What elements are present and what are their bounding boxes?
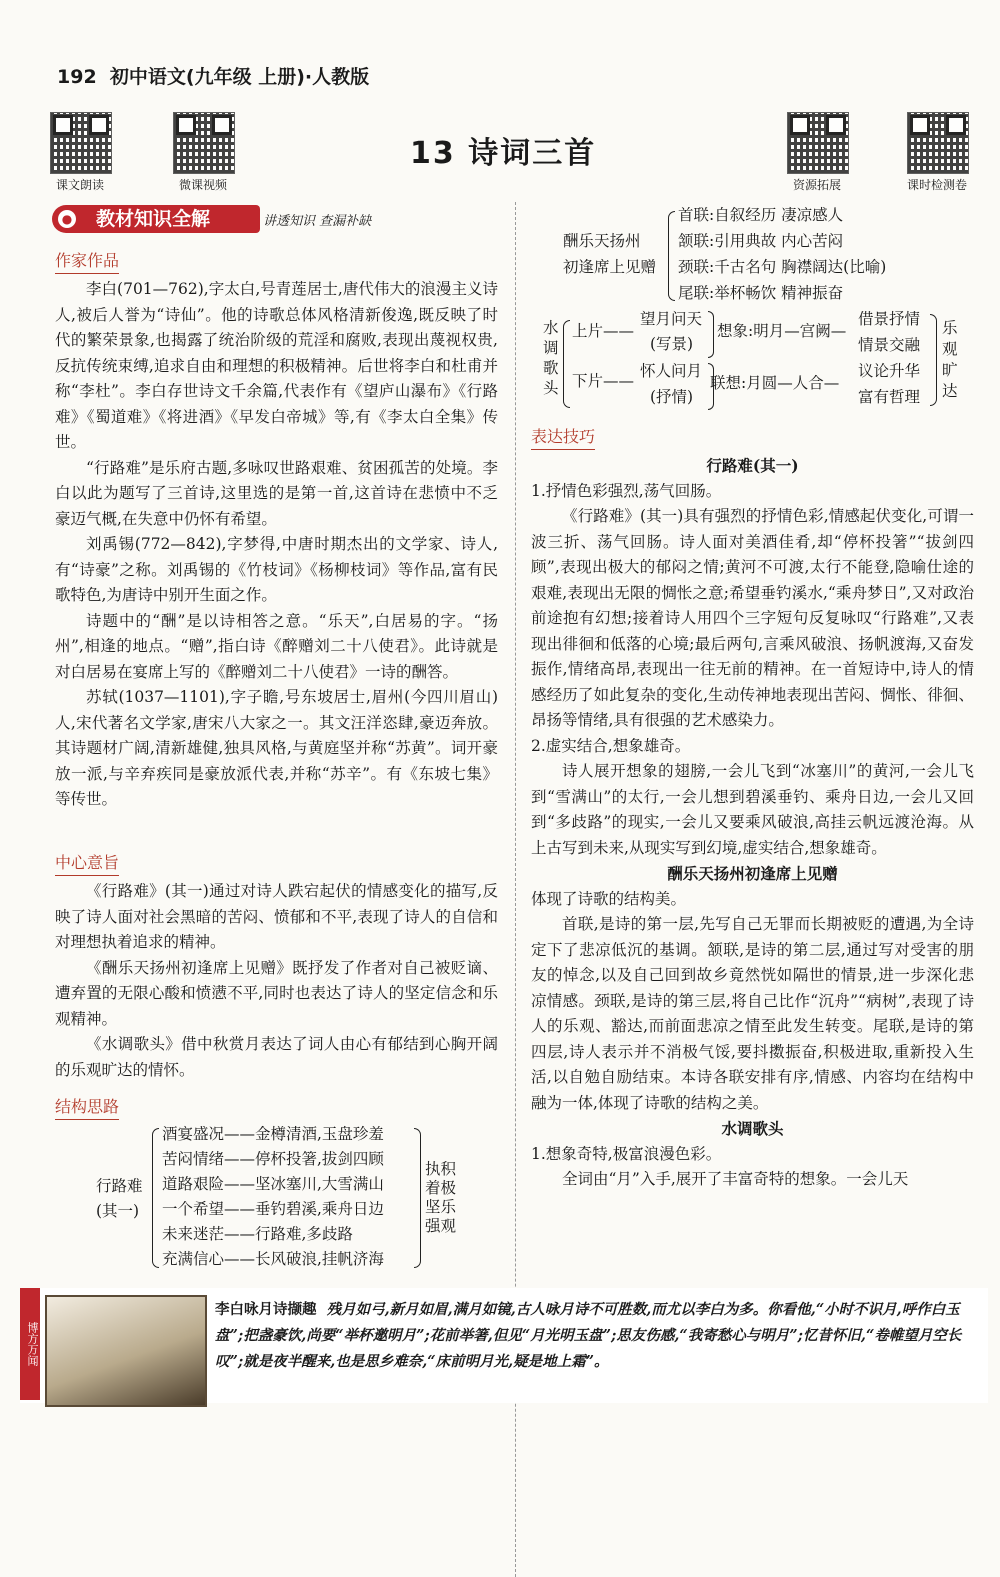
right-brace	[930, 314, 937, 406]
left-brace	[668, 211, 675, 301]
tree-up-a: 望月问天	[640, 310, 703, 328]
tree-row: 一个希望——垂钓碧溪,乘舟日边	[162, 1200, 384, 1218]
author-para: “行路难”是乐府古题,多咏叹世路艰难、贫困孤苦的处境。李白以此为题写了三首诗,这里选的是第一首,这首诗在悲愤中不乏豪迈气概,在失意中仍怀有希望。	[55, 458, 498, 528]
tree-root: 行路难	[96, 1177, 143, 1195]
author-para: 诗题中的“酬”是以诗相答之意。“乐天”,白居易的字。“扬州”,相逢的地点。“赠”,指白诗《醉赠刘二十八使君》。此诗就是对白居易在宴席上写的《醉赠刘二十八使君》一诗的酬答。	[55, 611, 498, 681]
tree-root-char: 调	[543, 339, 559, 357]
tree-row: 酒宴盛况——金樽清酒,玉盘珍羞	[162, 1125, 384, 1143]
left-brace	[152, 1128, 159, 1268]
skill-para-3: 首联,是诗的第一层,先写自己无罪而长期被贬的遭遇,为全诗定下了悲凉低沉的基调。颔联,是诗的第二层,通过写对受害的朋友的悼念,以及自己回到故乡竟然恍如隔世的情景,进一步深化悲凉情感。颈联,是诗的第三层,将自己比作“沉舟”“病树”,表现了诗人的乐观、豁达,而前面悲凉之情至此发生转变。尾联,是诗的第四层,诗人表示并不消极气馁,要抖擞振奋,积极进取,重新投入生活,以自勉自励结束。本诗各联安排有序,情感、内容均在结构中融为一体,体现了诗歌的结构之美。	[531, 915, 974, 1112]
skill-point-4: 1.想象奇特,极富浪漫色彩。	[531, 1144, 722, 1163]
footer-tag: 博方万闻	[20, 1288, 40, 1400]
tree-row: 颔联:引用典故 内心苦闷	[678, 232, 844, 250]
tree-summary-3: 坚乐	[425, 1198, 457, 1216]
tree-r4: 富有哲理	[858, 388, 921, 406]
theme-para: 《行路难》(其一)通过对诗人跌宕起伏的情感变化的描写,反映了诗人面对社会黑暗的苦闷、愤郁和不平,表现了诗人的自信和对理想执着追求的精神。	[55, 882, 498, 951]
skill-para-2: 诗人展开想象的翅膀,一会儿飞到“冰塞川”的黄河,一会儿飞到“雪满山”的太行,一会儿想到碧溪垂钓、乘舟日边,一会儿又回到“多歧路”的现实,一会儿又要乘风破浪,高挂云帆远渡沧海。从上古写到未来,从现实写到幻境,虚实结合,想象雄奇。	[531, 762, 974, 857]
tree-down-mid: 联想:月圆—人合—	[710, 374, 840, 392]
tree-row: 颈联:千古名句 胸襟阔达(比喻)	[678, 258, 887, 276]
skill-heading-1: 行路难(其一)	[706, 456, 799, 475]
heading-structure: 结构思路	[55, 1094, 119, 1117]
tree-root-sub: 初逢席上见赠	[563, 258, 657, 276]
heading-author: 作家作品	[55, 248, 119, 271]
tree-summary-2: 着极	[425, 1179, 457, 1197]
theme-para: 《水调歌头》借中秋赏月表达了词人由心有郁结到心胸开阔的乐观旷达的情怀。	[55, 1035, 498, 1079]
footer-title: 李白咏月诗撷趣	[215, 1301, 317, 1318]
qr-label-read: 课文朗读	[55, 178, 104, 192]
heading-theme: 中心意旨	[55, 850, 119, 873]
page-header	[57, 62, 369, 89]
footer-text	[215, 1297, 975, 1375]
tree-r1: 借景抒情	[858, 310, 921, 328]
footer-body: 残月如弓,新月如眉,满月如镜,古人咏月诗不可胜数,而尤以李白为多。你看他,“小时不识月,呼作白玉盘”;把盏豪饮,尚要“举杯邀明月”;花前举箸,但见“月光明玉盘”;思友伤感,“我寄愁心与明月”;忆昔怀旧,“卷帷望月空长叹”;就是夜半醒来,也是思乡难奈,“床前明月光,疑是地上霜”。	[215, 1301, 962, 1370]
author-text	[55, 277, 498, 813]
tree-row: 尾联:举杯畅饮 精神振奋	[678, 284, 844, 302]
tree-row: 道路艰险——坚冰塞川,大雪满山	[162, 1175, 384, 1193]
tree-summary-1: 执积	[425, 1160, 457, 1178]
skill-point-3: 体现了诗歌的结构美。	[531, 889, 687, 908]
qr-code-read[interactable]	[50, 112, 112, 174]
skill-para-1: 《行路难》(其一)具有强烈的抒情色彩,情感起伏变化,可谓一波三折、荡气回肠。诗人面对美酒佳肴,却“停杯投箸”“拔剑四顾”,表现出极大的郁闷之情;黄河不可渡,太行不能登,隐喻仕途的艰难,表现出无限的惆怅之意;希望垂钓溪水,“乘舟梦日”,又对政治前途抱有幻想;接着诗人用四个三字短句反复咏叹“行路难”,又表现出徘徊和低落的心境;最后两句,言乘风破浪、扬帆渡海,又奋发振作,情绪高昂,表现出一往无前的精神。在一首短诗中,诗人的情感经历了如此复杂的变化,生动传神地表现出苦闷、惆怅、徘徊、昂扬等情绪,具有很强的艺术感染力。	[531, 507, 974, 729]
tree-end-char: 旷	[942, 361, 958, 379]
tree-root-char: 头	[543, 379, 559, 397]
theme-text	[55, 879, 498, 1083]
right-brace	[708, 311, 714, 358]
qr-code-resource[interactable]	[787, 112, 849, 174]
skill-heading-2: 酬乐天扬州初逢席上见赠	[667, 864, 838, 883]
tree-end-char: 观	[942, 340, 958, 358]
left-brace	[563, 320, 570, 408]
qr-label-test: 课时检测卷	[906, 178, 967, 192]
skill-point-1: 1.抒情色彩强烈,荡气回肠。	[531, 481, 722, 500]
footer-illustration	[45, 1295, 207, 1407]
qr-code-test[interactable]	[907, 112, 969, 174]
tree-r2: 情景交融	[858, 336, 921, 354]
banner-book-icon: ●	[58, 210, 76, 228]
skill-point-2: 2.虚实结合,想象雄奇。	[531, 736, 691, 755]
heading-skill: 表达技巧	[531, 424, 595, 447]
tree-r3: 议论升华	[858, 362, 921, 380]
tree-row: 苦闷情绪——停杯投箸,拔剑四顾	[162, 1150, 384, 1168]
skill-heading-3: 水调歌头	[721, 1119, 784, 1138]
tree-row: 首联:自叙经历 凄凉感人	[678, 206, 844, 224]
skill-para-4: 全词由“月”入手,展开了丰富奇特的想象。一会儿天	[562, 1170, 909, 1188]
tree-summary-4: 强观	[425, 1217, 457, 1235]
qr-label-resource: 资源拓展	[792, 178, 841, 192]
book-title: 初中语文(九年级 上册)·人教版	[109, 66, 370, 88]
tree-root: 酬乐天扬州	[563, 232, 641, 250]
author-para: 苏轼(1037—1101),字子瞻,号东坡居士,眉州(今四川眉山)人,宋代著名文学家,唐宋八大家之一。其文汪洋恣肆,豪迈奔放。其诗题材广阔,清新雄健,独具风格,与黄庭坚并称“苏黄”。词开豪放一派,与辛弃疾同是豪放派代表,并称“苏辛”。有《东坡七集》等传世。	[55, 688, 498, 808]
tree-down-b: (抒情)	[650, 388, 694, 406]
tree-root-char: 歌	[543, 359, 559, 377]
banner-subtitle: 讲透知识 查漏补缺	[263, 214, 372, 229]
page-number: 192	[57, 66, 97, 88]
author-para: 李白(701—762),字太白,号青莲居士,唐代伟大的浪漫主义诗人,被后人誉为“诗仙”。他的诗歌总体风格清新俊逸,既反映了时代的繁荣景象,也揭露了统治阶级的荒淫和腐败,表现出蔑视权贵,反抗传统束缚,追求自由和理想的积极精神。后世将李白和杜甫并称“李杜”。李白存世诗文千余篇,代表作有《望庐山瀑布》《行路难》《蜀道难》《将进酒》《早发白帝城》等,有《李太白全集》传世。	[55, 280, 498, 451]
qr-label-video: 微课视频	[178, 178, 227, 192]
tree-root-char: 水	[543, 319, 559, 337]
tree-up-mid: 想象:明月—宫阙—	[717, 322, 847, 340]
tree-row: 未来迷茫——行路难,多歧路	[162, 1225, 353, 1243]
tree-root-sub: (其一)	[96, 1202, 140, 1220]
tree-row: 充满信心——长风破浪,挂帆济海	[162, 1250, 384, 1268]
tree-end-char: 达	[942, 382, 958, 400]
theme-para: 《酬乐天扬州初逢席上见赠》既抒发了作者对自己被贬谪、遭弃置的无限心酸和愤懑不平,同时也表达了诗人的坚定信念和乐观精神。	[55, 958, 498, 1028]
tree-up-b: (写景)	[650, 335, 694, 353]
tree-end-char: 乐	[942, 319, 958, 337]
right-brace	[414, 1128, 421, 1268]
lesson-title: 13 诗词三首	[410, 136, 597, 171]
tree-up: 上片——	[572, 322, 635, 340]
skill-text	[531, 453, 974, 1193]
author-para: 刘禹锡(772—842),字梦得,中唐时期杰出的文学家、诗人,有“诗豪”之称。刘禹锡的《竹枝词》《杨柳枝词》等作品,富有民歌特色,为唐诗中别开生面之作。	[55, 535, 498, 604]
tree-down: 下片——	[572, 372, 635, 390]
tree-down-a: 怀人问月	[640, 362, 703, 380]
qr-code-video[interactable]	[173, 112, 235, 174]
section-banner: 教材知识全解	[52, 205, 260, 233]
